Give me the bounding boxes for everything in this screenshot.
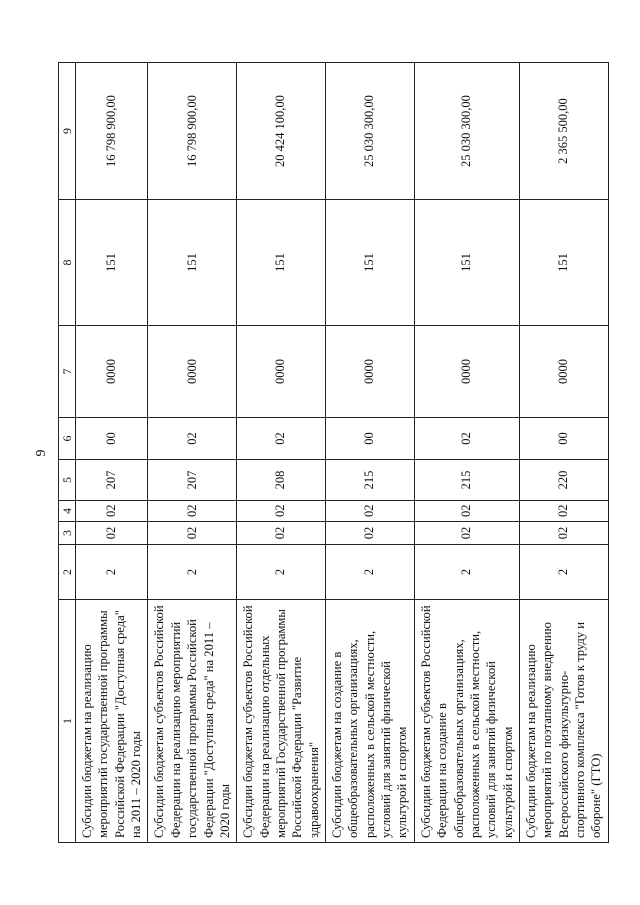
page-number: 9 xyxy=(34,449,49,457)
table-cell: 207 xyxy=(76,460,148,501)
header-cell: 6 xyxy=(59,418,76,460)
table-row xyxy=(237,63,326,843)
header-cell: 5 xyxy=(59,460,76,501)
table-cell: 02 xyxy=(414,501,519,522)
table-row xyxy=(326,63,415,843)
table-cell: 02 xyxy=(326,522,415,545)
table-cell: 00 xyxy=(326,418,415,460)
table-cell: 02 xyxy=(148,418,237,460)
table-cell: 151 xyxy=(414,200,519,326)
table-cell: 0000 xyxy=(414,326,519,418)
table-cell: 151 xyxy=(326,200,415,326)
table-cell: 00 xyxy=(76,418,148,460)
table-cell: 2 xyxy=(414,545,519,600)
table-cell: 151 xyxy=(76,200,148,326)
table-cell: 02 xyxy=(519,501,608,522)
row-name-cell: Субсидии бюджетам на реализацию мероприятий государственной программы Российской Федерации "Доступная среда" на 2011 – 2020 годы xyxy=(76,600,148,843)
table-cell: 208 xyxy=(237,460,326,501)
row-name-cell: Субсидии бюджетам субъектов Российской Федерации на реализацию мероприятий государственной программы Российской Федерации "Доступная среда" на 2011 – 2020 годы xyxy=(148,600,237,843)
table-cell: 0000 xyxy=(519,326,608,418)
header-cell: 7 xyxy=(59,326,76,418)
table-cell: 151 xyxy=(519,200,608,326)
table-cell: 151 xyxy=(237,200,326,326)
table-cell: 0000 xyxy=(237,326,326,418)
header-cell: 9 xyxy=(59,63,76,200)
table-cell: 0000 xyxy=(76,326,148,418)
header-cell: 3 xyxy=(59,522,76,545)
row-name-cell: Субсидии бюджетам субъектов Российской Федерации на создание в общеобразовательных организациях, расположенных в сельской местности, условий для занятий физической культурой и спортом xyxy=(414,600,519,843)
table-row xyxy=(414,63,519,843)
table-cell: 2 xyxy=(519,545,608,600)
table-cell: 220 xyxy=(519,460,608,501)
table-row xyxy=(148,63,237,843)
amount-cell: 16 798 900,00 xyxy=(148,63,237,200)
table-cell: 151 xyxy=(148,200,237,326)
table-cell: 2 xyxy=(237,545,326,600)
table-row xyxy=(76,63,148,843)
amount-cell: 20 424 100,00 xyxy=(237,63,326,200)
table-cell: 02 xyxy=(237,501,326,522)
table-cell: 02 xyxy=(76,501,148,522)
table-cell: 02 xyxy=(414,418,519,460)
row-name-cell: Субсидии бюджетам на реализацию мероприятий по поэтапному внедрению Всероссийского физкультурно-спортивного комплекса "Готов к труду и обороне" (ГТО) xyxy=(519,600,608,843)
table-cell: 215 xyxy=(326,460,415,501)
table-cell: 2 xyxy=(326,545,415,600)
table-cell: 0000 xyxy=(326,326,415,418)
amount-cell: 25 030 300,00 xyxy=(414,63,519,200)
header-cell: 2 xyxy=(59,545,76,600)
table-cell: 215 xyxy=(414,460,519,501)
table-row xyxy=(519,63,608,843)
table-cell: 02 xyxy=(519,522,608,545)
table-cell: 02 xyxy=(237,522,326,545)
table-cell: 02 xyxy=(76,522,148,545)
header-cell: 4 xyxy=(59,501,76,522)
table-cell: 02 xyxy=(326,501,415,522)
table-cell: 0000 xyxy=(148,326,237,418)
amount-cell: 2 365 500,00 xyxy=(519,63,608,200)
budget-table xyxy=(58,62,609,843)
table-cell: 207 xyxy=(148,460,237,501)
row-name-cell: Субсидии бюджетам субъектов Российской Федерации на реализацию отдельных мероприятий Государственной программы Российской Федерации "Развитие здравоохранения" xyxy=(237,600,326,843)
table-cell: 00 xyxy=(519,418,608,460)
header-cell: 1 xyxy=(59,600,76,843)
header-cell: 8 xyxy=(59,200,76,326)
table-cell: 02 xyxy=(237,418,326,460)
amount-cell: 16 798 900,00 xyxy=(76,63,148,200)
table-cell: 2 xyxy=(76,545,148,600)
rotated-table-container xyxy=(58,63,604,843)
table-cell: 2 xyxy=(148,545,237,600)
row-name-cell: Субсидии бюджетам на создание в общеобразовательных организациях, расположенных в сельской местности, условий для занятий физической культурой и спортом xyxy=(326,600,415,843)
table-cell: 02 xyxy=(148,501,237,522)
header-row xyxy=(59,63,76,843)
amount-cell: 25 030 300,00 xyxy=(326,63,415,200)
table-cell: 02 xyxy=(414,522,519,545)
table-cell: 02 xyxy=(148,522,237,545)
